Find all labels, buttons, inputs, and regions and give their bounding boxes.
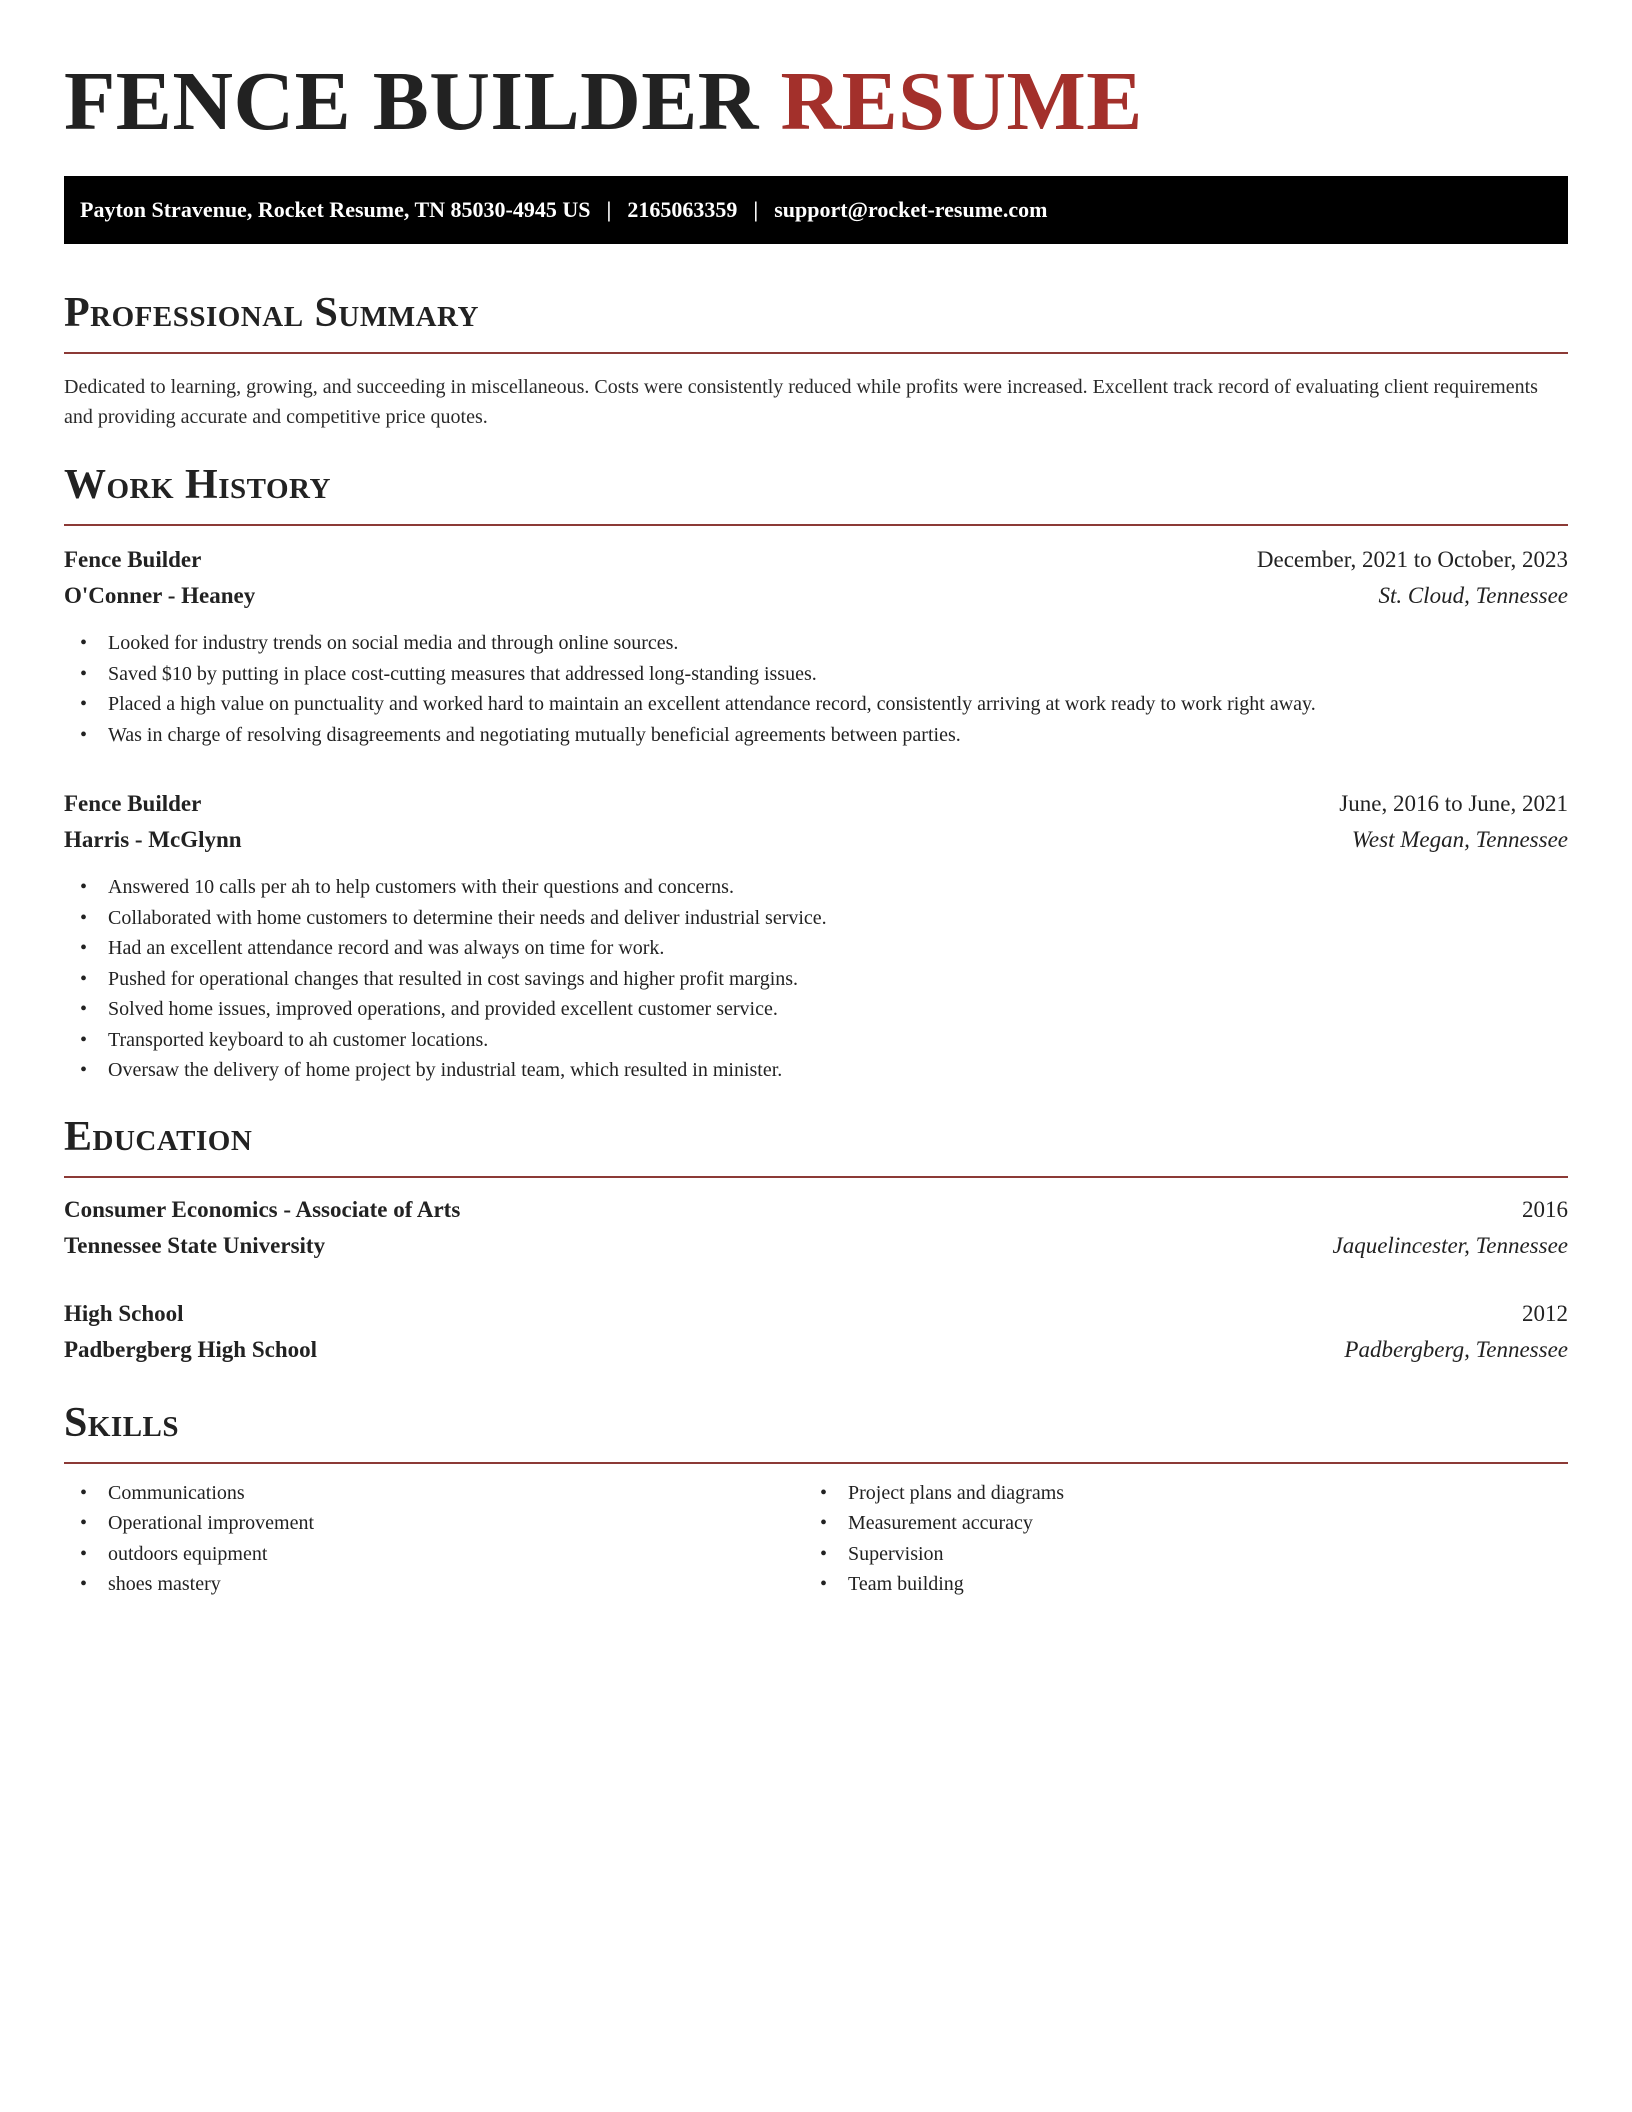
contact-email: support@rocket-resume.com: [774, 197, 1048, 222]
education-year: 2016: [1522, 1196, 1568, 1222]
work-history-heading: Work History: [64, 462, 331, 508]
job-title: Fence Builder: [64, 547, 202, 572]
job-bullets: [64, 628, 1568, 750]
education-heading: Education: [64, 1113, 253, 1160]
skills-list-right: [804, 1478, 1544, 1600]
section-divider: [64, 1176, 1568, 1178]
education-section: [64, 1112, 1568, 1368]
list-item: • Answered 10 calls per ah to help customers with their questions and concerns.: [64, 872, 1568, 903]
resume-page: [64, 0, 1568, 1600]
contact-separator: |: [753, 197, 759, 222]
education-school-row: [64, 1228, 1568, 1264]
job-company-row: [64, 822, 1568, 858]
education-entry: [64, 1296, 1568, 1368]
education-degree-row: [64, 1192, 1568, 1228]
education-location: Padbergberg, Tennessee: [1344, 1336, 1568, 1362]
list-item: • Had an excellent attendance record and was always on time for work.: [64, 933, 1568, 964]
list-item: • Pushed for operational changes that resulted in cost savings and higher profit margins.: [64, 964, 1568, 995]
job-title-row: [64, 786, 1568, 822]
resume-title: [64, 0, 1568, 152]
list-item: • Solved home issues, improved operations, and provided excellent customer service.: [64, 994, 1568, 1025]
list-item: • Saved $10 by putting in place cost-cutting measures that addressed long-standing issues.: [64, 659, 1568, 690]
job-company-row: [64, 578, 1568, 614]
list-item: • Collaborated with home customers to determine their needs and deliver industrial service.: [64, 903, 1568, 934]
list-item: • Placed a high value on punctuality and worked hard to maintain an excellent attendance record, consistently arriving at work ready to work right away.: [64, 689, 1568, 720]
summary-section: [64, 288, 1568, 432]
education-year: 2012: [1522, 1300, 1568, 1326]
education-location: Jaquelincester, Tennessee: [1332, 1232, 1568, 1258]
summary-text: Dedicated to learning, growing, and succeeding in miscellaneous. Costs were consistently reduced while profits were increased. Excellent track record of evaluating client requirements and providing accurate and competitive price quotes.: [64, 376, 1538, 428]
skill-item: • Supervision: [804, 1539, 1544, 1570]
section-divider: [64, 1462, 1568, 1464]
job-dates: December, 2021 to October, 2023: [1256, 547, 1568, 572]
job-dates: June, 2016 to June, 2021: [1339, 791, 1568, 816]
list-item: • Looked for industry trends on social media and through online sources.: [64, 628, 1568, 659]
education-school: Tennessee State University: [64, 1232, 326, 1258]
work-history-section: [64, 460, 1568, 1086]
section-divider: [64, 524, 1568, 526]
skill-item: • Measurement accuracy: [804, 1508, 1544, 1539]
job-entry: [64, 786, 1568, 1086]
skill-item: • Team building: [804, 1569, 1544, 1600]
education-school-row: [64, 1332, 1568, 1368]
job-company: O'Conner - Heaney: [64, 583, 256, 608]
skill-item: • Project plans and diagrams: [804, 1478, 1544, 1509]
skills-section: [64, 1398, 1568, 1600]
skill-item: • Operational improvement: [64, 1508, 804, 1539]
title-accent: RESUME: [780, 55, 1143, 148]
title-main: FENCE BUILDER: [64, 55, 759, 148]
education-school: Padbergberg High School: [64, 1336, 318, 1362]
education-degree: High School: [64, 1300, 184, 1326]
education-degree-row: [64, 1296, 1568, 1332]
education-entry: [64, 1192, 1568, 1264]
job-location: West Megan, Tennessee: [1351, 827, 1568, 852]
skill-item: • shoes mastery: [64, 1569, 804, 1600]
job-title: Fence Builder: [64, 791, 202, 816]
job-bullets: [64, 872, 1568, 1086]
job-location: St. Cloud, Tennessee: [1378, 583, 1568, 608]
education-degree: Consumer Economics - Associate of Arts: [64, 1196, 461, 1222]
list-item: • Transported keyboard to ah customer locations.: [64, 1025, 1568, 1056]
list-item: • Was in charge of resolving disagreements and negotiating mutually beneficial agreements between parties.: [64, 720, 1568, 751]
job-entry: [64, 542, 1568, 750]
list-item: • Oversaw the delivery of home project by industrial team, which resulted in minister.: [64, 1055, 1568, 1086]
contact-address: Payton Stravenue, Rocket Resume, TN 85030-4945 US: [80, 197, 591, 222]
contact-separator: |: [606, 197, 612, 222]
skill-item: • outdoors equipment: [64, 1539, 804, 1570]
summary-heading: Professional Summary: [64, 290, 479, 336]
skills-columns: [64, 1478, 1568, 1600]
section-divider: [64, 352, 1568, 354]
job-company: Harris - McGlynn: [64, 827, 242, 852]
skills-heading: Skills: [64, 1399, 180, 1446]
skills-list-left: [64, 1478, 804, 1600]
job-title-row: [64, 542, 1568, 578]
contact-phone: 2165063359: [627, 197, 738, 222]
skill-item: • Communications: [64, 1478, 804, 1509]
contact-bar: [64, 176, 1568, 244]
